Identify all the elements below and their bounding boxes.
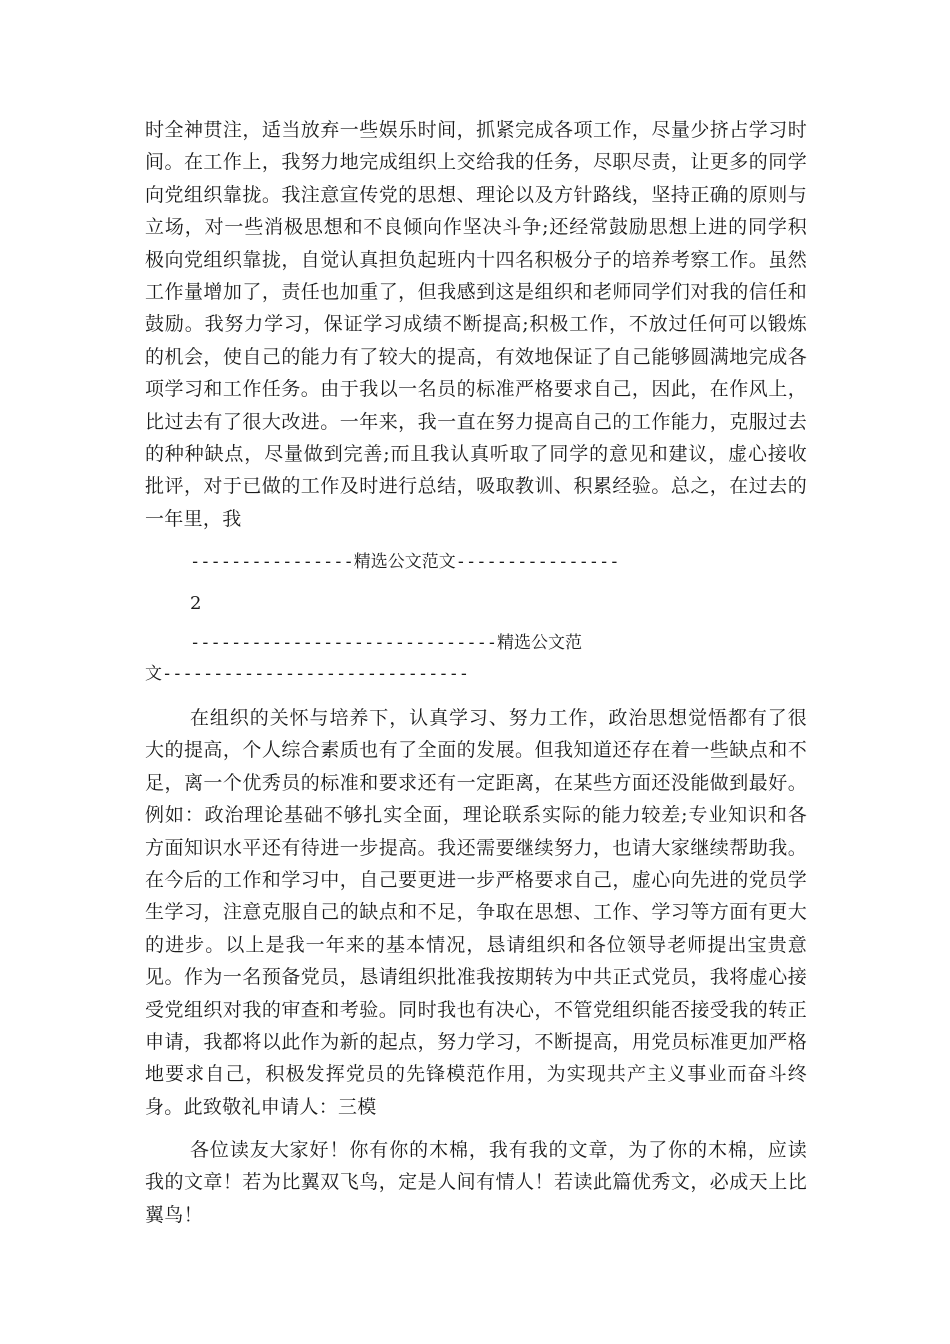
separator-line-2: ------------------------------精选公文范 [190, 633, 583, 653]
body-paragraph-1: 时全神贯注，适当放弃一些娱乐时间，抓紧完成各项工作，尽量少挤占学习时间。在工作上，我努力地完成组织上交给我的任务，尽职尽责，让更多的同学向党组织靠拢。我注意宣传党的思想、理论以及方针路线，坚持正确的原则与立场，对一些消极思想和不良倾向作坚决斗争;还经常鼓励思想上进的同学积极向党组织靠拢，自觉认真担负起班内十四名积极分子的培养考察工作。虽然工作量增加了，责任也加重了，但我感到这是组织和老师同学们对我的信任和鼓励。我努力学习，保证学习成绩不断提高;积极工作，不放过任何可以锻炼的机会，使自己的能力有了较大的提高，有效地保证了自己能够圆满地完成各项学习和工作任务。由于我以一名员的标准严格要求自己，因此，在作风上，比过去有了很大改进。一年来，我一直在努力提高自己的工作能力，克服过去的种种缺点，尽量做到完善;而且我认真听取了同学的意见和建议，虚心接收批评，对于已做的工作及时进行总结，吸取教训、积累经验。总之，在过去的一年里，我 [145, 119, 807, 530]
separator-line-3: 文------------------------------ [145, 664, 470, 684]
separator-line-1: ----------------精选公文范文---------------- [190, 552, 620, 572]
body-paragraph-3: 各位读友大家好！你有你的木棉，我有我的文章，为了你的木棉，应读我的文章！若为比翼双飞鸟，定是人间有情人！若读此篇优秀文，必成天上比翼鸟！ [145, 1139, 807, 1226]
body-paragraph-2: 在组织的关怀与培养下，认真学习、努力工作，政治思想觉悟都有了很大的提高，个人综合素质也有了全面的发展。但我知道还存在着一些缺点和不足，离一个优秀员的标准和要求还有一定距离，在某些方面还没能做到最好。例如：政治理论基础不够扎实全面，理论联系实际的能力较差;专业知识和各方面知识水平还有待进一步提高。我还需要继续努力，也请大家继续帮助我。在今后的工作和学习中，自己要更进一步严格要求自己，虚心向先进的党员学生学习，注意克服自己的缺点和不足，争取在思想、工作、学习等方面有更大的进步。以上是我一年来的基本情况，恳请组织和各位领导老师提出宝贵意见。作为一名预备党员，恳请组织批准我按期转为中共正式党员，我将虚心接受党组织对我的审查和考验。同时我也有决心，不管党组织能否接受我的转正申请，我都将以此作为新的起点，努力学习，不断提高，用党员标准更加严格地要求自己，积极发挥党员的先锋模范作用，为实现共产主义事业而奋斗终身。此致敬礼申请人：三模 [145, 707, 807, 1118]
page-number: 2 [190, 593, 202, 614]
